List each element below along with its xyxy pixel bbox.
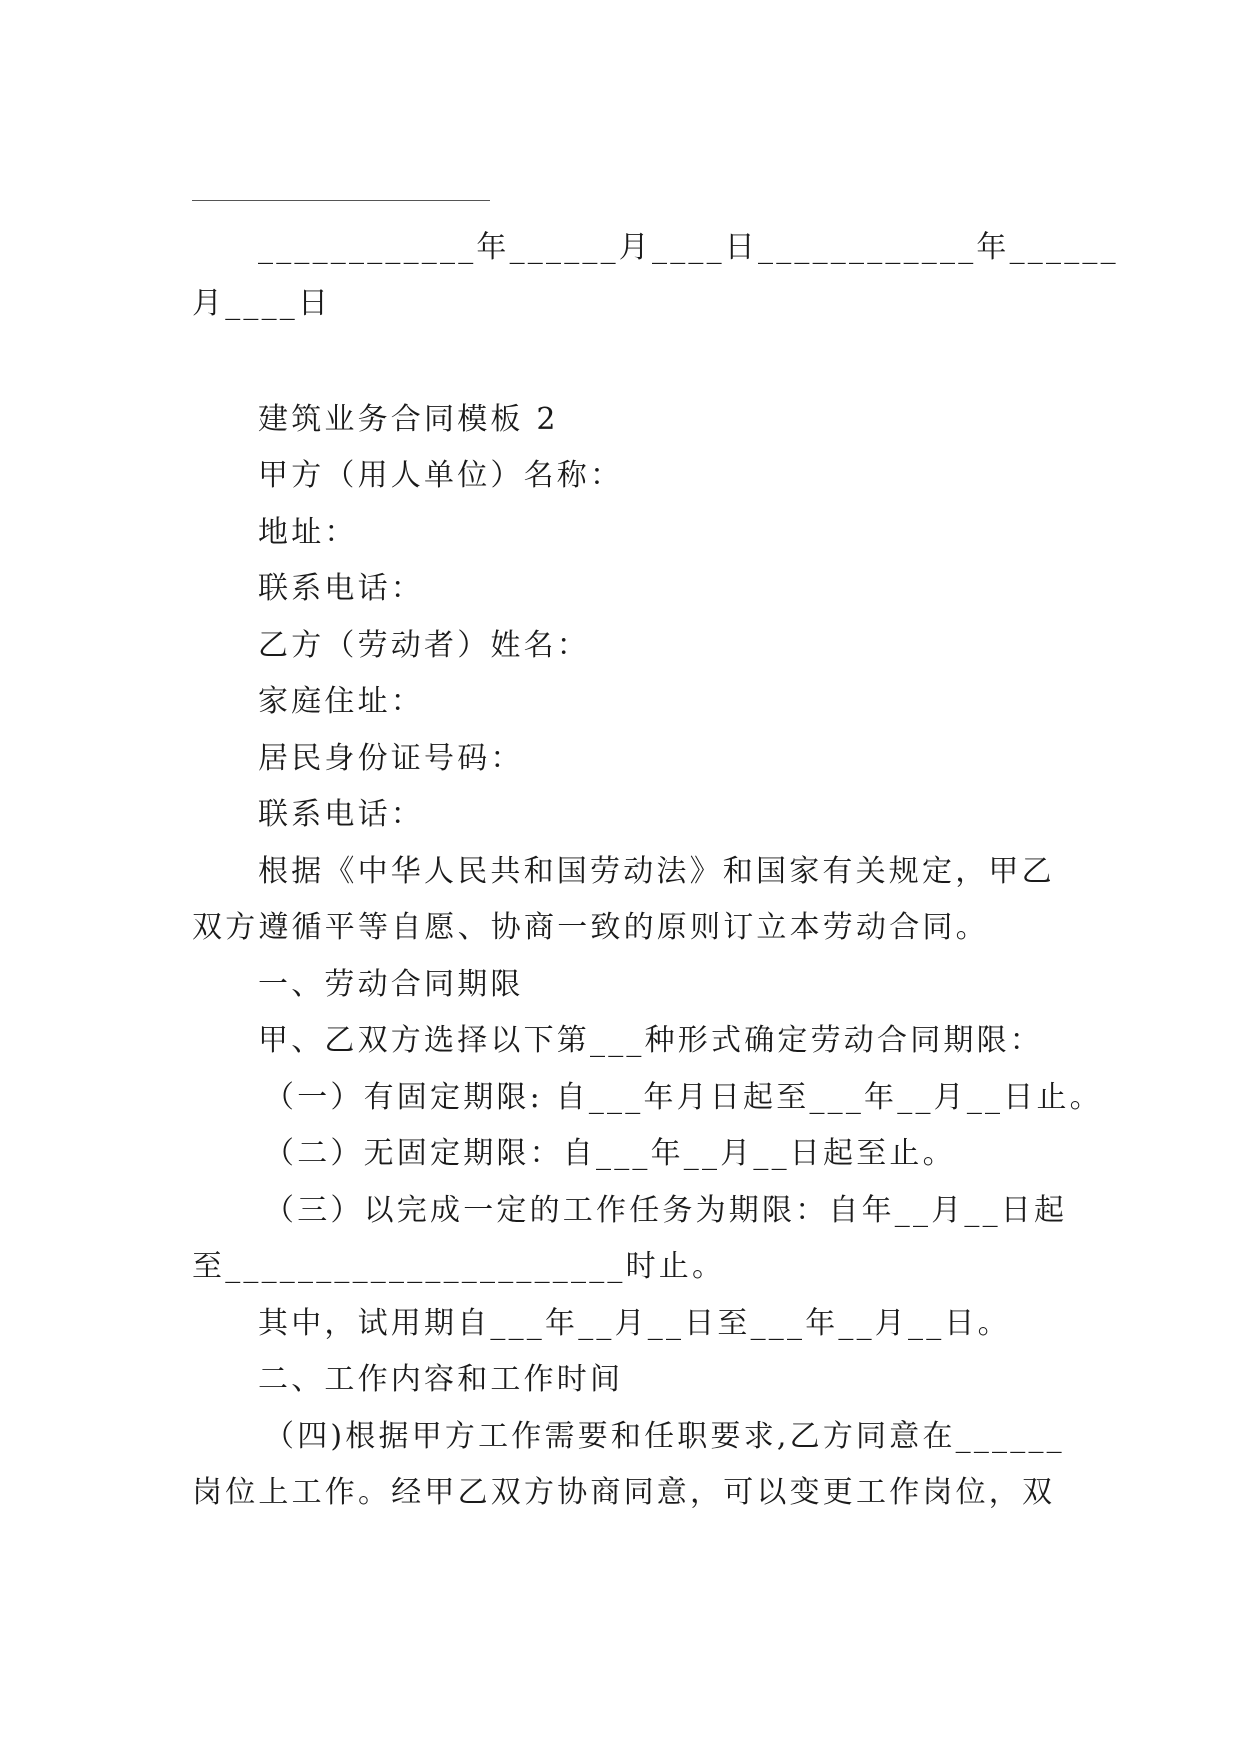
- party-b-phone-label: 联系电话：: [258, 797, 424, 832]
- section-heading-term: 一、劳动合同期限: [258, 967, 524, 1002]
- work-clause-line-2: 岗位上工作。经甲乙双方协商同意，可以变更工作岗位，双: [192, 1475, 1056, 1510]
- term-choice-line: 甲、乙双方选择以下第___种形式确定劳动合同期限：: [258, 1023, 1043, 1058]
- term-option-fixed: （一）有固定期限: 自___年月日起至___年__月__日止。: [264, 1080, 1103, 1115]
- section-heading-work: 二、工作内容和工作时间: [258, 1362, 624, 1397]
- preamble-paragraph-line-1: 根据《中华人民共和国劳动法》和国家有关规定，甲乙: [258, 854, 1055, 889]
- party-b-address-label: 家庭住址：: [258, 684, 424, 719]
- term-option-task-line-2: 至______________________时止。: [192, 1249, 726, 1284]
- term-option-unfixed: （二）无固定期限：自___年__月__日起至止。: [264, 1136, 956, 1171]
- work-clause-line-1: （四)根据甲方工作需要和任职要求,乙方同意在______: [264, 1419, 1065, 1454]
- probation-line: 其中，试用期自___年__月__日至___年__月__日。: [258, 1306, 1011, 1341]
- signature-rule: [192, 200, 490, 201]
- party-a-name-label: 甲方（用人单位）名称：: [258, 458, 624, 493]
- party-a-phone-label: 联系电话：: [258, 571, 424, 606]
- date-line: ____________年______月____日____________年______: [258, 230, 1119, 265]
- party-b-name-label: 乙方（劳动者）姓名：: [258, 628, 590, 663]
- preamble-paragraph-line-2: 双方遵循平等自愿、协商一致的原则订立本劳动合同。: [192, 910, 989, 945]
- document-title: 建筑业务合同模板 2: [258, 402, 559, 437]
- party-a-address-label: 地址：: [258, 515, 358, 550]
- date-line-continued: 月____日: [192, 286, 332, 321]
- party-b-id-label: 居民身份证号码：: [258, 741, 524, 776]
- term-option-task-line-1: （三）以完成一定的工作任务为期限：自年__月__日起: [264, 1193, 1068, 1228]
